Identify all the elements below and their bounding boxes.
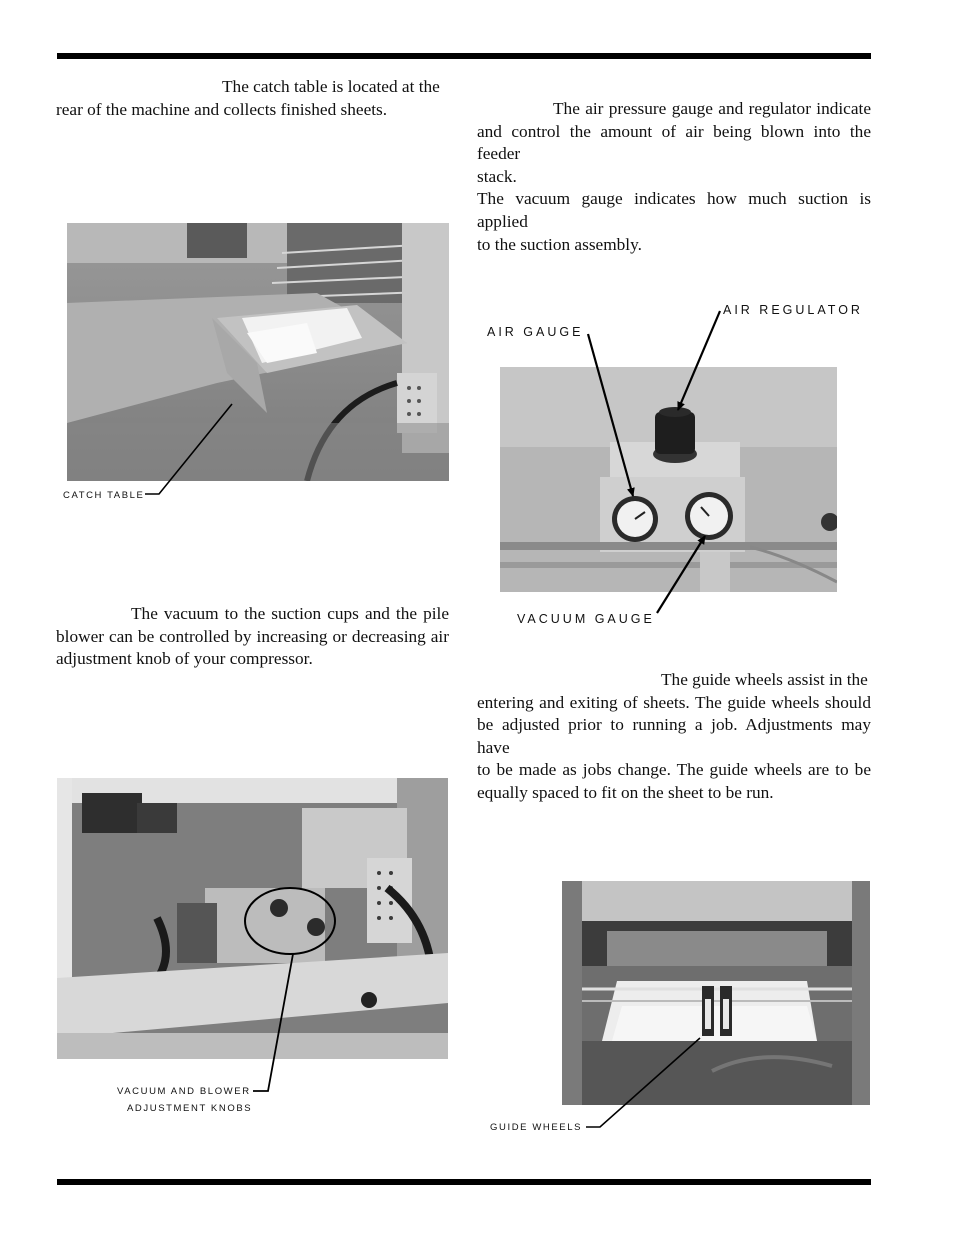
- text-line: and control the amount of air being blown into the feeder: [477, 121, 871, 164]
- text-line: be adjusted prior to running a job. Adjustments may have: [477, 715, 871, 757]
- bottom-rule: [57, 1179, 871, 1185]
- text-line: to the suction assembly.: [477, 234, 642, 254]
- vacuum-blower-photo: [57, 778, 448, 1059]
- top-rule: [57, 53, 871, 59]
- text-line: The catch table is located at the: [222, 77, 440, 96]
- vacuum-blower-label-line2: ADJUSTMENT KNOBS: [127, 1103, 253, 1114]
- text-line: adjustment knob of your compressor.: [56, 649, 313, 669]
- vacuum-blower-label-line1: VACUUM AND BLOWER: [117, 1086, 251, 1097]
- catch-table-photo: [67, 223, 449, 481]
- catch-table-label: CATCH TABLE: [63, 490, 145, 501]
- text-line: The air pressure gauge and regulator indicate: [553, 99, 871, 118]
- text-line: The vacuum to the suction cups and the pile: [131, 604, 449, 623]
- text-line: entering and exiting of sheets. The guide wheels should: [477, 692, 871, 712]
- guide-wheels-label: GUIDE WHEELS: [490, 1122, 583, 1133]
- gauges-text: [477, 98, 871, 256]
- vacuum-gauge-label: VACUUM GAUGE: [517, 612, 655, 626]
- guide-wheels-text: [477, 669, 871, 805]
- text-line: equally spaced to fit on the sheet to be run.: [477, 782, 774, 802]
- vacuum-blower-text: [56, 603, 449, 671]
- text-line: stack.: [477, 166, 517, 186]
- gauges-photo: [500, 367, 837, 592]
- air-regulator-label: AIR REGULATOR: [723, 303, 863, 317]
- text-line: blower can be controlled by increasing or decreasing air: [56, 626, 449, 646]
- text-line: The guide wheels assist in the: [661, 670, 868, 689]
- catch-table-text: [56, 76, 449, 121]
- text-line: to be made as jobs change. The guide wheels are to be: [477, 760, 871, 780]
- text-line: The vacuum gauge indicates how much suction is applied: [477, 189, 871, 231]
- text-line: rear of the machine and collects finished sheets.: [56, 99, 388, 119]
- air-gauge-label: AIR GAUGE: [487, 325, 584, 339]
- guide-wheels-photo: [562, 881, 870, 1105]
